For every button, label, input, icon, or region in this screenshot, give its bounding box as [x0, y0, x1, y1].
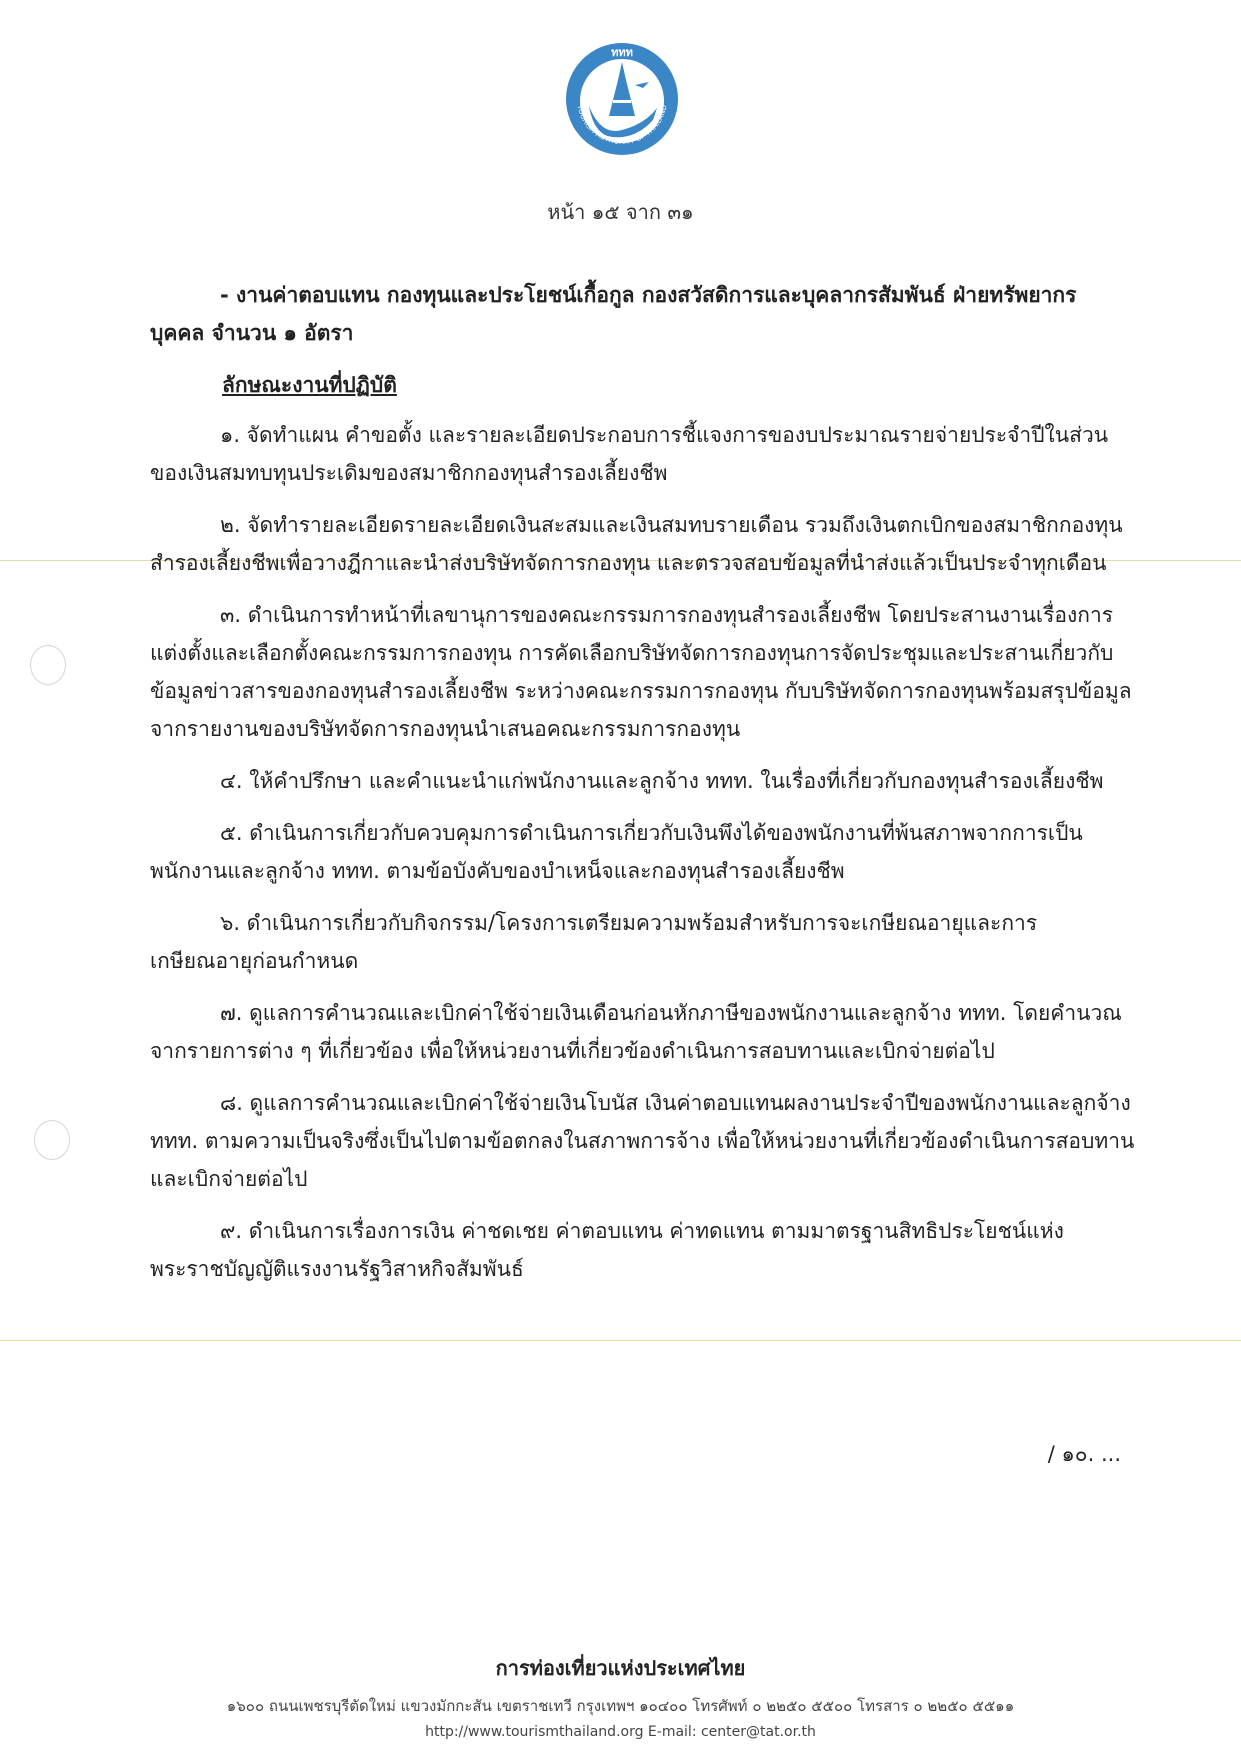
- duty-line: ๑. จัดทำแผน คำขอตั้ง และรายละเอียดประกอบการชี้แจงการของบประมาณรายจ่ายประจำปีในส่วน: [220, 423, 1109, 447]
- duty-line: ๖. ดำเนินการเกี่ยวกับกิจกรรม/โครงการเตรียมความพร้อมสำหรับการจะเกษียณอายุและการ: [220, 911, 1038, 935]
- duty-line: และเบิกจ่ายต่อไป: [150, 1167, 308, 1191]
- duty-item-3: [150, 596, 1132, 748]
- duty-item-6: [150, 904, 1118, 980]
- tat-logo: [563, 40, 681, 158]
- document-body: [150, 276, 1135, 1302]
- duty-line: ๔. ให้คำปรึกษา และคำแนะนำแก่พนักงานและลูกจ้าง ททท. ในเรื่องที่เกี่ยวกับกองทุนสำรองเลี้ยงชีพ: [220, 769, 1104, 793]
- page-footer: [0, 1652, 1241, 1740]
- footer-address: ๑๖๐๐ ถนนเพชรบุรีตัดใหม่ แขวงมักกะสัน เขตราชเทวี กรุงเทพฯ ๑๐๔๐๐ โทรศัพท์ ๐ ๒๒๕๐ ๕๕๐๐ โทรสาร ๐ ๒๒๕๐ ๕๕๑๑: [226, 1697, 1015, 1715]
- continuation-marker: / ๑๐. ...: [1047, 1442, 1121, 1466]
- duty-line: พระราชบัญญัติแรงงานรัฐวิสาหกิจสัมพันธ์: [150, 1257, 524, 1281]
- heading-line-1: - งานค่าตอบแทน กองทุนและประโยชน์เกื้อกูล กองสวัสดิการและบุคลากรสัมพันธ์ ฝ่ายทรัพยากร: [220, 283, 1077, 307]
- duty-line: จากรายงานของบริษัทจัดการกองทุนนำเสนอคณะกรรมการกองทุน: [150, 717, 741, 741]
- duty-item-1: [150, 416, 1118, 492]
- duty-line: เกษียณอายุก่อนกำหนด: [150, 949, 359, 973]
- duty-item-9: [150, 1212, 1118, 1288]
- duty-line: ๒. จัดทำรายละเอียดรายละเอียดเงินสะสมและเงินสมทบรายเดือน รวมถึงเงินตกเบิกของสมาชิกกองทุน: [220, 513, 1123, 537]
- duty-line: ๓. ดำเนินการทำหน้าที่เลขานุการของคณะกรรมการกองทุนสำรองเลี้ยงชีพ โดยประสานงานเรื่องการ: [220, 603, 1114, 627]
- duty-line: จากรายการต่าง ๆ ที่เกี่ยวข้อง เพื่อให้หน่วยงานที่เกี่ยวข้องดำเนินการสอบทานและเบิกจ่ายต่อไป: [150, 1039, 995, 1063]
- duties-subheading: ลักษณะงานที่ปฏิบัติ: [222, 373, 397, 397]
- duty-line: พนักงานและลูกจ้าง ททท. ตามข้อบังคับของบำเหน็จและกองทุนสำรองเลี้ยงชีพ: [150, 859, 845, 883]
- punch-hole-bottom: [34, 1120, 70, 1160]
- duty-item-5: [150, 814, 1118, 890]
- duty-line: ๘. ดูแลการคำนวณและเบิกค่าใช้จ่ายเงินโบนัส เงินค่าตอบแทนผลงานประจำปีของพนักงานและลูกจ้าง: [220, 1091, 1131, 1115]
- duty-item-8: [150, 1084, 1135, 1198]
- page-number: หน้า ๑๕ จาก ๓๑: [547, 200, 694, 224]
- duty-line: ข้อมูลข่าวสารของกองทุนสำรองเลี้ยงชีพ ระหว่างคณะกรรมการกองทุน กับบริษัทจัดการกองทุนพร้อมสรุปข้อมูล: [150, 679, 1132, 703]
- duty-line: ของเงินสมทบทุนประเดิมของสมาชิกกองทุนสำรองเลี้ยงชีพ: [150, 461, 668, 485]
- duty-item-2: [150, 506, 1123, 582]
- duty-line: สำรองเลี้ยงชีพเพื่อวางฎีกาและนำส่งบริษัทจัดการกองทุน และตรวจสอบข้อมูลที่นำส่งแล้วเป็นประจำทุกเดือน: [150, 551, 1107, 575]
- logo-top-text: ททท: [611, 46, 633, 59]
- position-heading: [150, 276, 1118, 352]
- duty-line: แต่งตั้งและเลือกตั้งคณะกรรมการกองทุน การคัดเลือกบริษัทจัดการกองทุนการจัดประชุมและประสานเกี่ยวกับ: [150, 641, 1114, 665]
- logo-ring-text: TOURISM AUTHORITY OF THAILAND: [575, 103, 669, 147]
- duty-line: ๗. ดูแลการคำนวณและเบิกค่าใช้จ่ายเงินเดือนก่อนหักภาษีของพนักงานและลูกจ้าง ททท. โดยคำนวณ: [220, 1001, 1122, 1025]
- footer-organization: การท่องเที่ยวแห่งประเทศไทย: [495, 1656, 746, 1680]
- duty-line: ๙. ดำเนินการเรื่องการเงิน ค่าชดเชย ค่าตอบแทน ค่าทดแทน ตามมาตรฐานสิทธิประโยชน์แห่ง: [220, 1219, 1064, 1243]
- duty-item-4: [150, 762, 1118, 800]
- punch-hole-top: [30, 645, 66, 685]
- duty-line: ๕. ดำเนินการเกี่ยวกับควบคุมการดำเนินการเกี่ยวกับเงินพึงได้ของพนักงานที่พ้นสภาพจากการเป็น: [220, 821, 1083, 845]
- footer-contact: http://www.tourismthailand.org E-mail: center@tat.or.th: [425, 1724, 816, 1740]
- scan-line-2: [0, 1340, 1241, 1341]
- duty-line: ททท. ตามความเป็นจริงซึ่งเป็นไปตามข้อตกลงในสภาพการจ้าง เพื่อให้หน่วยงานที่เกี่ยวข้องดำเนินการสอบทาน: [150, 1129, 1135, 1153]
- duty-item-7: [150, 994, 1122, 1070]
- heading-line-2: บุคคล จำนวน ๑ อัตรา: [150, 321, 354, 345]
